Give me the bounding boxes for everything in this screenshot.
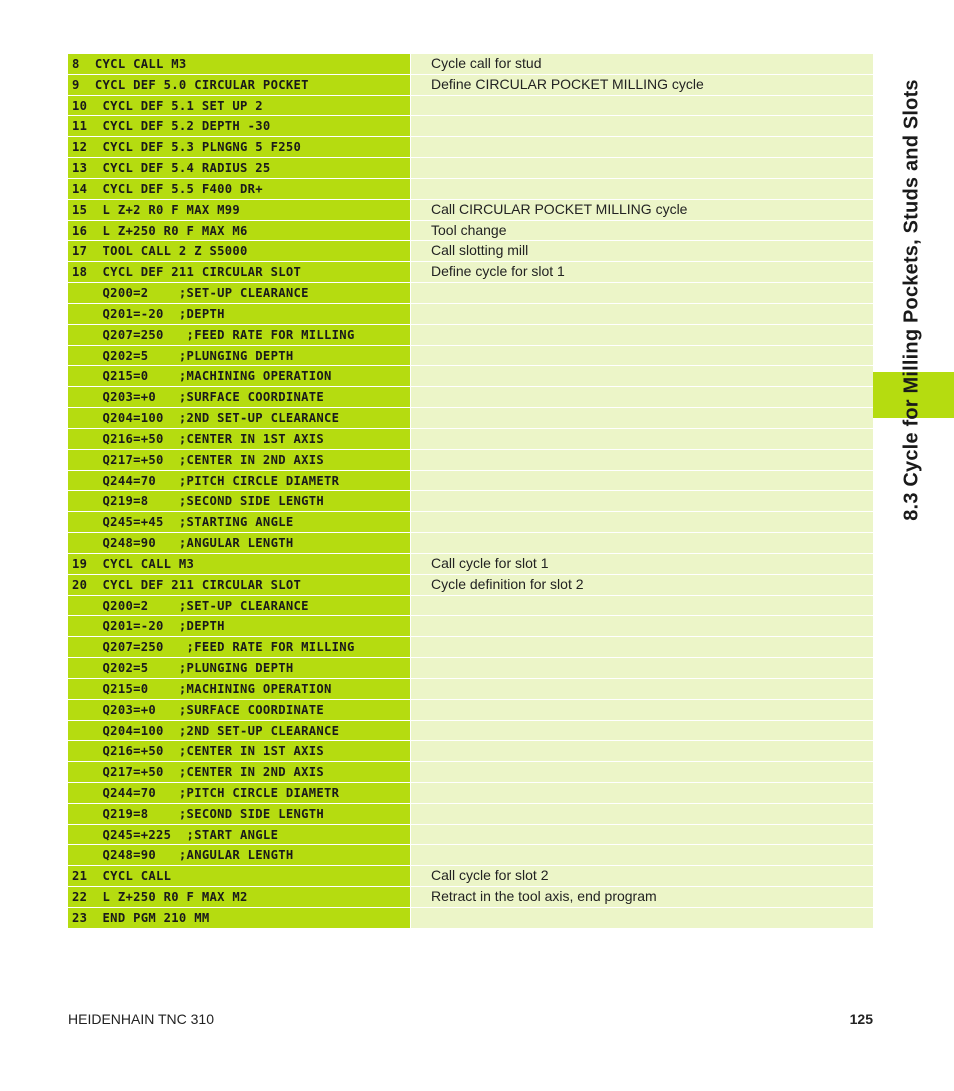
nc-block-description: [411, 721, 873, 741]
program-row: [68, 762, 873, 783]
program-row: [68, 700, 873, 721]
program-row: [68, 471, 873, 492]
program-row: [68, 616, 873, 637]
program-row: [68, 408, 873, 429]
program-row: [68, 721, 873, 742]
nc-block-description: [411, 700, 873, 720]
nc-block-code: 18 CYCL DEF 211 CIRCULAR SLOT: [68, 262, 410, 282]
program-row: [68, 200, 873, 221]
nc-block-description: [411, 137, 873, 157]
nc-block-code: Q207=250 ;FEED RATE FOR MILLING: [68, 637, 410, 657]
program-row: [68, 54, 873, 75]
nc-block-description: Define CIRCULAR POCKET MILLING cycle: [411, 75, 873, 95]
nc-block-code: Q244=70 ;PITCH CIRCLE DIAMETR: [68, 471, 410, 491]
nc-block-code: Q248=90 ;ANGULAR LENGTH: [68, 845, 410, 865]
nc-block-code: 22 L Z+250 R0 F MAX M2: [68, 887, 410, 907]
program-row: [68, 366, 873, 387]
program-row: [68, 575, 873, 596]
program-row: [68, 158, 873, 179]
nc-block-description: [411, 116, 873, 136]
nc-block-description: [411, 450, 873, 470]
program-row: [68, 450, 873, 471]
program-row: [68, 887, 873, 908]
program-row: [68, 596, 873, 617]
nc-block-description: Define cycle for slot 1: [411, 262, 873, 282]
nc-block-description: Retract in the tool axis, end program: [411, 887, 873, 907]
nc-block-code: Q204=100 ;2ND SET-UP CLEARANCE: [68, 408, 410, 428]
nc-block-code: Q200=2 ;SET-UP CLEARANCE: [68, 283, 410, 303]
nc-program-table: [68, 54, 873, 929]
nc-block-code: 23 END PGM 210 MM: [68, 908, 410, 928]
nc-block-code: Q201=-20 ;DEPTH: [68, 304, 410, 324]
nc-block-description: [411, 845, 873, 865]
nc-block-code: 8 CYCL CALL M3: [68, 54, 410, 74]
program-row: [68, 825, 873, 846]
nc-block-description: [411, 804, 873, 824]
nc-block-description: Call cycle for slot 1: [411, 554, 873, 574]
nc-block-code: 16 L Z+250 R0 F MAX M6: [68, 221, 410, 241]
program-row: [68, 179, 873, 200]
nc-block-description: [411, 366, 873, 386]
nc-block-code: Q245=+225 ;START ANGLE: [68, 825, 410, 845]
program-row: [68, 658, 873, 679]
program-row: [68, 908, 873, 929]
nc-block-description: [411, 325, 873, 345]
nc-block-description: [411, 512, 873, 532]
chapter-title: 8.3 Cycle for Milling Pockets, Studs and Slots: [900, 79, 923, 521]
program-row: [68, 804, 873, 825]
nc-block-code: Q245=+45 ;STARTING ANGLE: [68, 512, 410, 532]
program-row: [68, 554, 873, 575]
program-row: [68, 75, 873, 96]
program-row: [68, 116, 873, 137]
program-row: [68, 637, 873, 658]
nc-block-code: Q215=0 ;MACHINING OPERATION: [68, 366, 410, 386]
nc-block-code: Q203=+0 ;SURFACE COORDINATE: [68, 700, 410, 720]
nc-block-code: 20 CYCL DEF 211 CIRCULAR SLOT: [68, 575, 410, 595]
nc-block-description: Tool change: [411, 221, 873, 241]
nc-block-description: [411, 158, 873, 178]
nc-block-description: [411, 783, 873, 803]
nc-block-code: Q219=8 ;SECOND SIDE LENGTH: [68, 804, 410, 824]
nc-block-description: [411, 96, 873, 116]
program-row: [68, 325, 873, 346]
nc-block-description: [411, 616, 873, 636]
nc-block-description: [411, 491, 873, 511]
program-row: [68, 96, 873, 117]
nc-block-code: 17 TOOL CALL 2 Z S5000: [68, 241, 410, 261]
program-row: [68, 783, 873, 804]
nc-block-description: Cycle call for stud: [411, 54, 873, 74]
nc-block-code: Q202=5 ;PLUNGING DEPTH: [68, 658, 410, 678]
nc-block-code: 14 CYCL DEF 5.5 F400 DR+: [68, 179, 410, 199]
program-row: [68, 512, 873, 533]
program-row: [68, 741, 873, 762]
nc-block-code: Q204=100 ;2ND SET-UP CLEARANCE: [68, 721, 410, 741]
program-row: [68, 679, 873, 700]
nc-block-code: Q216=+50 ;CENTER IN 1ST AXIS: [68, 741, 410, 761]
program-row: [68, 387, 873, 408]
nc-block-description: [411, 429, 873, 449]
nc-block-code: 15 L Z+2 R0 F MAX M99: [68, 200, 410, 220]
program-row: [68, 241, 873, 262]
nc-block-code: 12 CYCL DEF 5.3 PLNGNG 5 F250: [68, 137, 410, 157]
nc-block-code: 9 CYCL DEF 5.0 CIRCULAR POCKET: [68, 75, 410, 95]
nc-block-code: Q217=+50 ;CENTER IN 2ND AXIS: [68, 450, 410, 470]
nc-block-description: [411, 533, 873, 553]
nc-block-code: 21 CYCL CALL: [68, 866, 410, 886]
nc-block-description: [411, 596, 873, 616]
nc-block-code: Q215=0 ;MACHINING OPERATION: [68, 679, 410, 699]
nc-block-code: 10 CYCL DEF 5.1 SET UP 2: [68, 96, 410, 116]
nc-block-description: [411, 304, 873, 324]
program-row: [68, 137, 873, 158]
nc-block-code: Q244=70 ;PITCH CIRCLE DIAMETR: [68, 783, 410, 803]
nc-block-description: [411, 408, 873, 428]
nc-block-description: Cycle definition for slot 2: [411, 575, 873, 595]
nc-block-description: [411, 387, 873, 407]
nc-block-code: 19 CYCL CALL M3: [68, 554, 410, 574]
nc-block-description: Call cycle for slot 2: [411, 866, 873, 886]
nc-block-description: [411, 679, 873, 699]
program-row: [68, 262, 873, 283]
program-row: [68, 866, 873, 887]
nc-block-description: [411, 283, 873, 303]
nc-block-description: Call slotting mill: [411, 241, 873, 261]
nc-block-code: Q217=+50 ;CENTER IN 2ND AXIS: [68, 762, 410, 782]
program-row: [68, 845, 873, 866]
nc-block-code: Q202=5 ;PLUNGING DEPTH: [68, 346, 410, 366]
nc-block-description: [411, 658, 873, 678]
nc-block-description: [411, 179, 873, 199]
nc-block-description: [411, 825, 873, 845]
nc-block-code: Q207=250 ;FEED RATE FOR MILLING: [68, 325, 410, 345]
nc-block-description: [411, 637, 873, 657]
nc-block-code: 11 CYCL DEF 5.2 DEPTH -30: [68, 116, 410, 136]
program-row: [68, 533, 873, 554]
page-number: 125: [849, 1011, 873, 1027]
nc-block-description: [411, 471, 873, 491]
nc-block-code: Q201=-20 ;DEPTH: [68, 616, 410, 636]
program-row: [68, 221, 873, 242]
nc-block-code: Q200=2 ;SET-UP CLEARANCE: [68, 596, 410, 616]
nc-block-description: [411, 762, 873, 782]
nc-block-code: Q203=+0 ;SURFACE COORDINATE: [68, 387, 410, 407]
nc-block-code: Q248=90 ;ANGULAR LENGTH: [68, 533, 410, 553]
program-row: [68, 304, 873, 325]
nc-block-code: Q219=8 ;SECOND SIDE LENGTH: [68, 491, 410, 511]
nc-block-code: Q216=+50 ;CENTER IN 1ST AXIS: [68, 429, 410, 449]
nc-block-code: 13 CYCL DEF 5.4 RADIUS 25: [68, 158, 410, 178]
program-row: [68, 283, 873, 304]
program-row: [68, 429, 873, 450]
nc-block-description: [411, 741, 873, 761]
nc-block-description: [411, 346, 873, 366]
program-row: [68, 346, 873, 367]
nc-block-description: Call CIRCULAR POCKET MILLING cycle: [411, 200, 873, 220]
footer-brand: HEIDENHAIN TNC 310: [68, 1011, 215, 1027]
nc-block-description: [411, 908, 873, 928]
program-row: [68, 491, 873, 512]
